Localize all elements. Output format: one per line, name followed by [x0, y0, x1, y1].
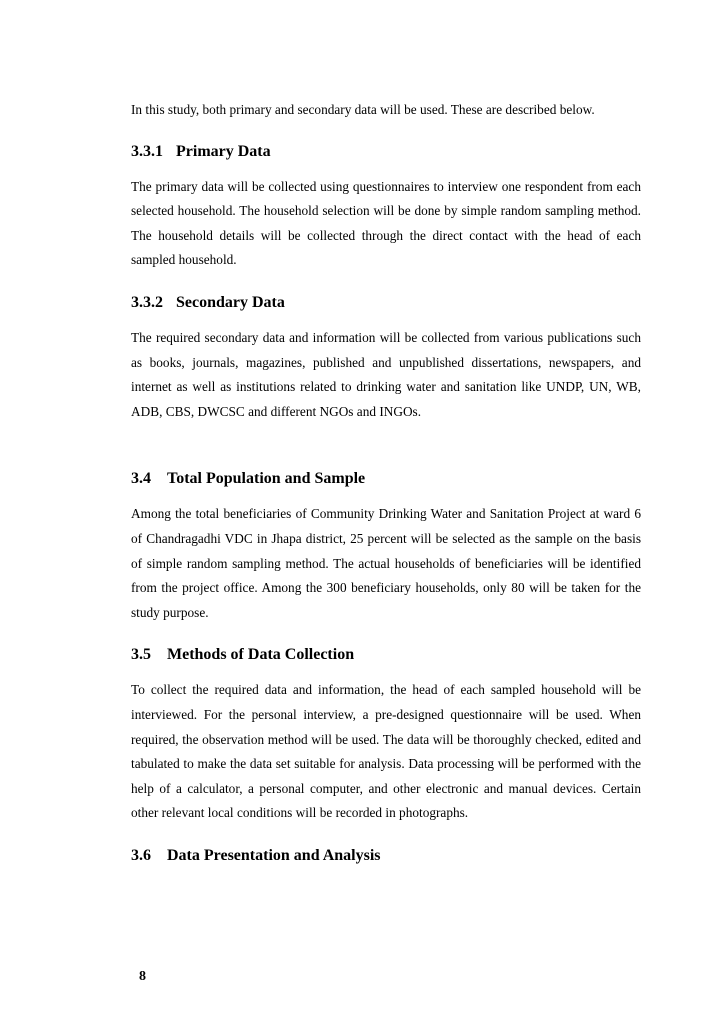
section-title: Data Presentation and Analysis — [167, 846, 381, 864]
section-number: 3.4 — [131, 470, 151, 488]
heading-methods-data-collection — [131, 645, 641, 665]
heading-primary-data — [131, 142, 641, 162]
total-population-paragraph: Among the total beneficiaries of Community Drinking Water and Sanitation Project at ward 6 of Chandragadhi VDC in Jhapa district, 25 percent will be selected as the sample on the basis of simple random sampling method. The actual households of beneficiaries will be identified from the project office. Among the 300 beneficiary households, only 80 will be taken for the study purpose. — [131, 506, 641, 620]
section-number: 3.3.1 — [131, 142, 163, 160]
document-page — [131, 98, 641, 866]
section-title: Secondary Data — [176, 293, 285, 311]
section-title: Methods of Data Collection — [167, 646, 355, 664]
intro-paragraph: In this study, both primary and secondary data will be used. These are described below. — [131, 102, 595, 117]
section-title: Total Population and Sample — [167, 470, 366, 488]
heading-data-presentation — [131, 846, 641, 866]
heading-total-population — [131, 469, 641, 489]
heading-secondary-data — [131, 293, 641, 313]
section-number: 3.6 — [131, 846, 151, 864]
section-number: 3.3.2 — [131, 293, 163, 311]
section-number: 3.5 — [131, 646, 151, 664]
section-title: Primary Data — [176, 142, 271, 160]
primary-data-paragraph: The primary data will be collected using questionnaires to interview one respondent from each selected household. The household selection will be done by simple random sampling method. The household details will be collected through the direct contact with the head of each sampled household. — [131, 178, 641, 268]
methods-data-collection-paragraph: To collect the required data and information, the head of each sampled household will be interviewed. For the personal interview, a pre-designed questionnaire will be used. When required, the observation method will be used. The data will be thoroughly checked, edited and tabulated to make the data set suitable for analysis. Data processing will be performed with the help of a calculator, a personal computer, and other electronic and manual devices. Certain other relevant local conditions will be recorded in photographs. — [131, 682, 641, 821]
secondary-data-paragraph: The required secondary data and information will be collected from various publications such as books, journals, magazines, published and unpublished dissertations, newspapers, and internet as well as institutions related to drinking water and sanitation like UNDP, UN, WB, ADB, CBS, DWCSC and different NGOs and INGOs. — [131, 329, 641, 419]
page-number: 8 — [139, 969, 146, 984]
